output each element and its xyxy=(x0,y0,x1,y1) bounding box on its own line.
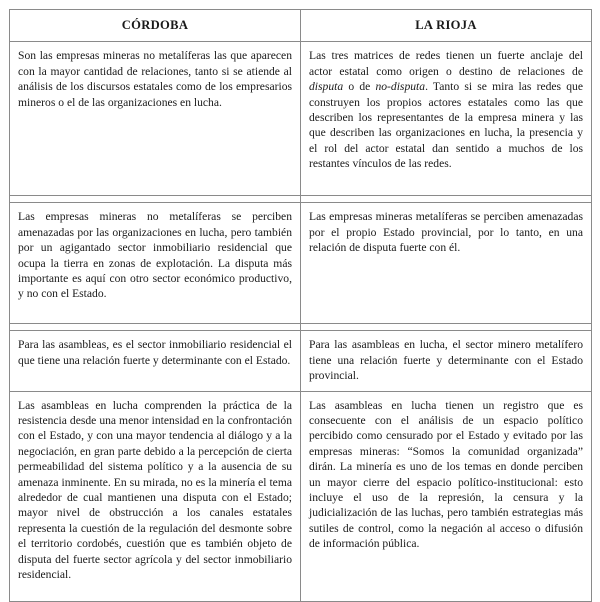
cordoba-cell-3: Para las asambleas, es el sector inmobiliario residencial el que tiene una relación fuerte y determinante con el Estado. xyxy=(10,331,301,391)
gap-cell xyxy=(10,196,301,203)
gap-cell xyxy=(301,324,592,331)
text-fragment: . Tanto si se mira las redes que construyen los propios actores estatales como las que describen los representantes de la empresa minera y las que describen las organizaciones en lucha, la presencia y el rol del actor estatal dan sentido a muchos de los restantes vínculos de las redes. xyxy=(309,80,583,171)
la-rioja-cell-2: Las empresas mineras metalíferas se perciben amenazadas por el propio Estado provincial, por lo tanto, en una relación de disputa fuerte con él. xyxy=(301,203,592,324)
text-fragment: o de xyxy=(343,80,376,94)
emphasis-no-disputa: no-disputa xyxy=(375,80,426,94)
cordoba-cell-1: Son las empresas mineras no metalíferas las que aparecen con la mayor cantidad de relaciones, tanto si se atiende al análisis de los discursos estatales como de los empresarios mineros o el de las organizaciones en lucha. xyxy=(10,42,301,196)
table-row xyxy=(10,391,592,601)
header-cordoba: CÓRDOBA xyxy=(10,10,301,42)
gap-cell xyxy=(301,196,592,203)
la-rioja-cell-1 xyxy=(301,42,592,196)
table-row xyxy=(10,42,592,196)
la-rioja-cell-4: Las asambleas en lucha tienen un registro que es consecuente con el análisis de un espacio político percibido como censurado por el Estado y evitado por las empresas mineras: “Somos la comunidad organizada” dirán. La minería es uno de los temas en donde perciben un mayor cierre del espacio político-institucional: esto incluye el uso de la represión, la censura y la judicialización de las luchas, pero también estrategias más sutiles de control, como la negación al acceso o difusión de información pública. xyxy=(301,391,592,601)
row-gap xyxy=(10,324,592,331)
cordoba-cell-4: Las asambleas en lucha comprenden la práctica de la resistencia desde una menor intensidad en la confrontación con el Estado, y con una mayor tendencia al diálogo y a la negociación, en gran parte debido a la percepción de cierta permeabilidad del sistema político y a la ausencia de su amenaza inminente. En su mirada, no es la minería el tema alrededor de cual mantienen una disputa con el Estado; mayor nivel de obstrucción a los canales estatales representa la cuestión de la regulación del desmonte sobre el territorio cordobés, cuestión que es también objeto de disputa del fuerte sector agrícola y del sector inmobiliario residencial. xyxy=(10,391,301,601)
text-fragment: Las tres matrices de redes tienen un fuerte anclaje del actor estatal como origen o destino de relaciones de xyxy=(309,49,583,78)
table-row xyxy=(10,203,592,324)
cordoba-cell-2: Las empresas mineras no metalíferas se perciben amenazadas por las organizaciones en lucha, pero también por un agigantado sector inmobiliario residencial que ocupa la tierra en zonas de explotación. La disputa más importante es aquí con otro sector económico productivo, y no con el Estado. xyxy=(10,203,301,324)
header-la-rioja: LA RIOJA xyxy=(301,10,592,42)
header-row xyxy=(10,10,592,42)
row-gap xyxy=(10,196,592,203)
comparison-table xyxy=(9,9,592,602)
gap-cell xyxy=(10,324,301,331)
table-row xyxy=(10,331,592,391)
emphasis-disputa: disputa xyxy=(309,80,344,94)
la-rioja-cell-3: Para las asambleas en lucha, el sector minero metalífero tiene una relación fuerte y determinante con el Estado provincial. xyxy=(301,331,592,391)
